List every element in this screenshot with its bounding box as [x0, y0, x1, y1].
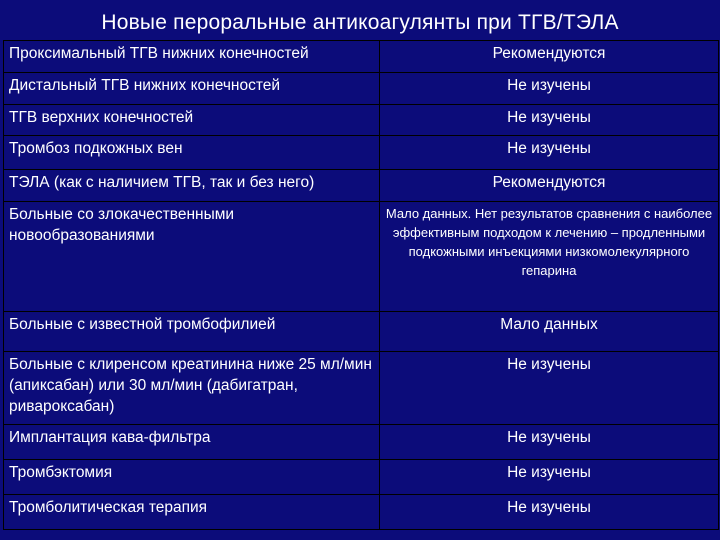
condition-cell: Больные с клиренсом креатинина ниже 25 мл/мин (апиксабан) или 30 мл/мин (дабигатран, ривароксабан): [4, 352, 380, 425]
table-row: [4, 136, 719, 170]
condition-cell: Тромболитическая терапия: [4, 495, 380, 530]
table-row: [4, 41, 719, 73]
status-cell: Не изучены: [380, 352, 719, 425]
condition-cell: Тромбоз подкожных вен: [4, 136, 380, 170]
condition-cell: Проксимальный ТГВ нижних конечностей: [4, 41, 380, 73]
status-cell: Не изучены: [380, 425, 719, 460]
table-row: [4, 495, 719, 530]
table-row: [4, 73, 719, 105]
table-row: [4, 170, 719, 202]
condition-cell: Больные со злокачественными новообразованиями: [4, 202, 380, 312]
status-cell: Не изучены: [380, 73, 719, 105]
condition-cell: Тромбэктомия: [4, 460, 380, 495]
condition-cell: ТГВ верхних конечностей: [4, 105, 380, 136]
slide-title: Новые пероральные антикоагулянты при ТГВ/ТЭЛА: [101, 11, 619, 34]
status-cell: Не изучены: [380, 136, 719, 170]
status-cell: Рекомендуются: [380, 41, 719, 73]
status-cell: Мало данных. Нет результатов сравнения с наиболее эффективным подходом к лечению – продленными подкожными инъекциями низкомолекулярного гепарина: [380, 202, 719, 312]
table-row: [4, 352, 719, 425]
condition-cell: Дистальный ТГВ нижних конечностей: [4, 73, 380, 105]
condition-cell: Имплантация кава-фильтра: [4, 425, 380, 460]
status-cell: Не изучены: [380, 460, 719, 495]
condition-cell: Больные с известной тромбофилией: [4, 312, 380, 352]
status-cell: Не изучены: [380, 495, 719, 530]
table-row: [4, 105, 719, 136]
status-cell: Не изучены: [380, 105, 719, 136]
table-row: [4, 460, 719, 495]
table-row: [4, 425, 719, 460]
anticoagulant-table: [3, 40, 719, 530]
table-row: [4, 202, 719, 312]
table-row: [4, 312, 719, 352]
status-cell: Мало данных: [380, 312, 719, 352]
status-cell: Рекомендуются: [380, 170, 719, 202]
condition-cell: ТЭЛА (как с наличием ТГВ, так и без него): [4, 170, 380, 202]
